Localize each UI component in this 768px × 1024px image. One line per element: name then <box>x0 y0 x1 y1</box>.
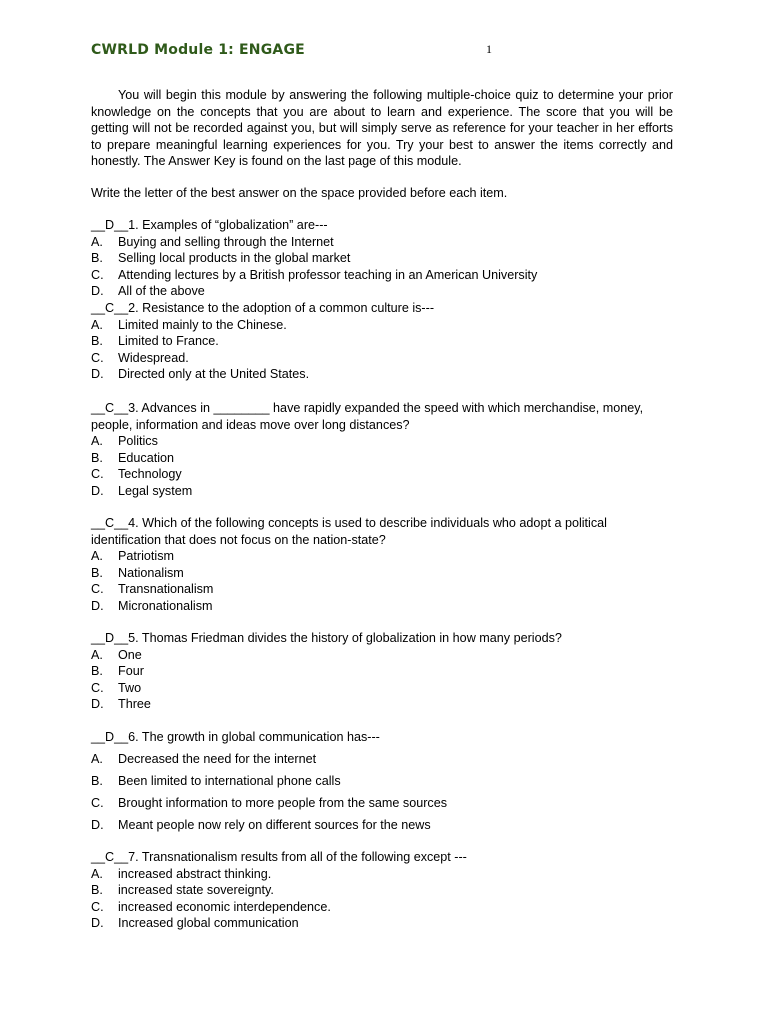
question-stem: __C__2. Resistance to the adoption of a common culture is--- <box>91 301 435 315</box>
question-stem: __C__4. Which of the following concepts is used to describe individuals who adopt a political identification that does not focus on the nation-state? <box>91 516 607 547</box>
option-c: C. Technology <box>91 467 182 482</box>
option-a: A. Decreased the need for the internet <box>91 751 317 766</box>
option-a: A. increased abstract thinking. <box>91 866 272 881</box>
question-stem: __C__7. Transnationalism results from all of the following except --- <box>91 850 467 864</box>
question-stem: __D__1. Examples of “globalization” are--- <box>91 218 328 232</box>
option-d: D. Three <box>91 697 151 712</box>
option-b: B. Four <box>91 664 144 679</box>
question-6 <box>91 729 673 836</box>
option-a: A. Limited mainly to the Chinese. <box>91 317 287 332</box>
question-2 <box>91 300 673 383</box>
question-3 <box>91 400 673 499</box>
option-d: D. Increased global communication <box>91 916 299 931</box>
option-b: B. increased state sovereignty. <box>91 883 274 898</box>
option-b: B. Been limited to international phone calls <box>91 773 341 788</box>
question-stem: __D__6. The growth in global communication has--- <box>91 730 380 744</box>
option-c: C. Brought information to more people from the same sources <box>91 795 447 810</box>
option-a: A. Patriotism <box>91 549 174 563</box>
question-stem: __D__5. Thomas Friedman divides the history of globalization in how many periods? <box>91 631 562 645</box>
question-4 <box>91 515 673 614</box>
option-b: B. Selling local products in the global market <box>91 251 351 266</box>
question-5 <box>91 630 673 713</box>
option-d: D. Micronationalism <box>91 598 213 613</box>
option-c: C. Widespread. <box>91 350 189 365</box>
option-a: A. Politics <box>91 434 158 448</box>
question-1 <box>91 217 673 300</box>
option-d: D. Legal system <box>91 483 193 498</box>
option-a: A. One <box>91 647 142 662</box>
module-title: CWRLD Module 1: ENGAGE <box>91 42 305 58</box>
option-c: C. Attending lectures by a British professor teaching in an American University <box>91 267 538 282</box>
question-stem: __C__3. Advances in ________ have rapidly expanded the speed with which merchandise, money, people, information and ideas move over long distances? <box>91 401 644 432</box>
option-c: C. Transnationalism <box>91 582 214 597</box>
question-7 <box>91 849 673 932</box>
option-b: B. Education <box>91 450 175 465</box>
option-d: D. Directed only at the United States. <box>91 367 310 382</box>
option-c: C. Two <box>91 680 142 695</box>
instructions: Write the letter of the best answer on the space provided before each item. <box>91 186 508 200</box>
intro-paragraph: You will begin this module by answering the following multiple-choice quiz to determine your prior knowledge on the concepts that you are about to learn and experience. The score that you will be getting will not be recorded against you, but will simply serve as reference for your teacher in her efforts to prepare meaningful learning experiences for you. Try your best to answer the items correctly and honestly. The Answer Key is found on the last page of this module. <box>91 88 673 168</box>
option-b: B. Nationalism <box>91 565 184 580</box>
option-a: A. Buying and selling through the Internet <box>91 234 334 249</box>
option-d: D. Meant people now rely on different sources for the news <box>91 817 431 832</box>
option-d: D. All of the above <box>91 284 205 299</box>
option-c: C. increased economic interdependence. <box>91 899 331 914</box>
page-number: 1 <box>486 42 492 56</box>
option-b: B. Limited to France. <box>91 334 219 349</box>
